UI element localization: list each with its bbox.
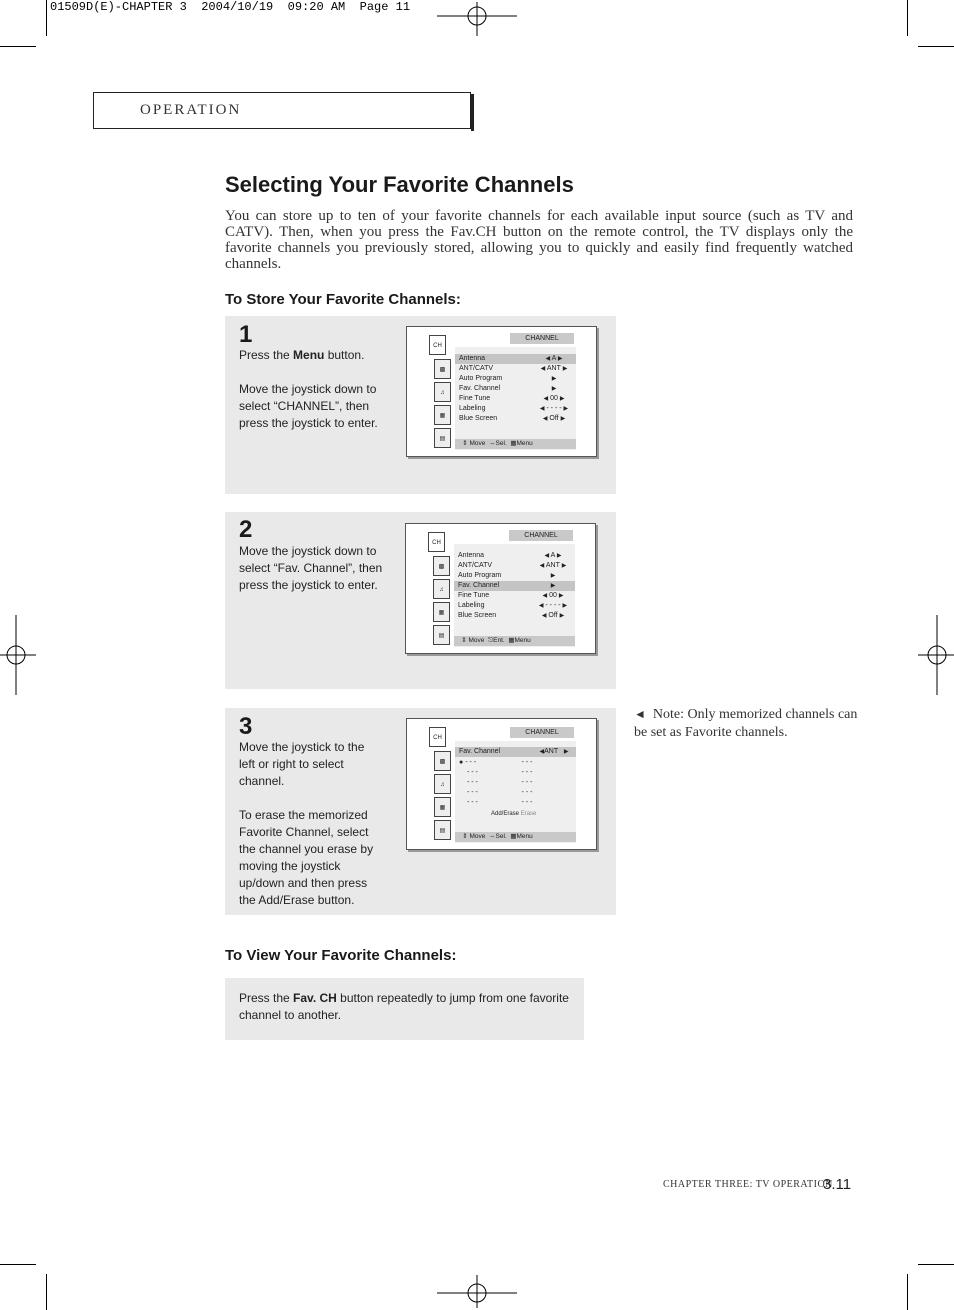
menu-footer: ⇕ Move ⎋Ent. ▦Menu [454,636,575,646]
menu-list [454,544,575,647]
menu-row-labeling: Labeling ◀ - - - - ▶ [458,602,568,609]
print-header: 01509D(E)-CHAPTER 3 2004/10/19 09:20 AM Page 11 [50,0,411,14]
setup-icon: ▦ [434,797,451,817]
menu-row-antenna: Antenna ◀ A ▶ [458,552,562,559]
fav-slot-row: - - - - - - [467,769,533,776]
channel-icon: CH [428,532,445,552]
menu-row-auto-program: Auto Program ▶ [458,572,556,579]
menu-icon-column [407,719,446,849]
step-1-menu-bold: Menu [293,348,325,362]
fav-slot-row: - - - - - - [467,799,533,806]
step-1-number: 1 [239,321,253,348]
fav-slot-row: - - - - - - [467,779,533,786]
step-3-number: 3 [239,713,253,740]
menu-row-ant-catv: ANT/CATV ◀ ANT ▶ [459,365,568,372]
note-arrow-icon: ◄ [634,707,646,721]
menu-title: CHANNEL [510,727,574,738]
menu-list [455,347,576,450]
section-label-shadow [471,94,474,131]
step-1-text-post: button. [324,348,365,362]
sound-icon: ♫ [434,774,451,794]
setup-icon: ▦ [433,602,450,622]
tv-menu-screen-3 [406,718,597,850]
step-3-text [239,739,382,909]
setup-icon: ▦ [434,405,451,425]
menu-icon-column [406,524,445,653]
step-2-text: Move the joystick down to select “Fav. Channel”, then press the joystick to enter. [239,544,383,592]
menu-footer: ⇕ Move ⇔Sel. ▦Menu [455,439,576,449]
step-2-number: 2 [239,516,253,543]
menu-row-fav-channel: Fav. Channel ▶ [459,385,557,392]
note [634,705,864,742]
fav-slot-row: - - - - - - [467,789,533,796]
menu-row-labeling: Labeling ◀ - - - - ▶ [459,405,569,412]
step-1-text-pre: Press the [239,348,294,362]
step-3-erase-instructions: To erase the memorized Favorite Channel, select the channel you erase by moving the joystick up/down and then press the Add/Erase button. [239,808,374,907]
fav-ch-bold: Fav. CH [293,991,337,1005]
step-3-instructions: Move the joystick to the left or right to select channel. [239,740,365,788]
intro-paragraph: You can store up to ten of your favorite channels for each available input source (such as TV and CATV). Then, when you press the Fav.CH button on the remote control, the TV displays only the favorite channels you previously stored, allowing you to quickly and easily find frequently watched channels. [225,208,853,272]
sound-icon: ♫ [433,579,450,599]
channel-icon: CH [429,727,446,747]
step-1-text [239,347,379,432]
tv-menu-screen-2 [405,523,596,654]
menu-footer: ⇕ Move ⇔Sel. ▦Menu [455,832,576,842]
menu-row-ant-catv: ANT/CATV ◀ ANT ▶ [458,562,567,569]
menu-row-antenna: Antenna ◀ A ▶ [455,354,576,364]
view-heading: To View Your Favorite Channels: [225,947,457,964]
menu-title: CHANNEL [509,530,573,541]
menu-row-fav-channel: Fav. Channel ▶ [454,581,575,591]
sound-icon: ♫ [434,382,451,402]
step-1-instructions: Move the joystick down to select “CHANNEL”, then press the joystick to enter. [239,382,378,430]
add-erase-hint: Add/Erase Erase [491,811,537,817]
page-title: Selecting Your Favorite Channels [225,172,574,197]
picture-icon: ▩ [434,359,451,379]
menu-icon-column [407,327,446,456]
picture-icon: ▩ [434,751,451,771]
menu-row-blue-screen: Blue Screen ◀ Off ▶ [458,612,565,619]
input-icon: ▤ [434,820,451,840]
page-number: 3.11 [823,1176,852,1193]
fav-slot-row: ● - - - - - - [459,759,533,766]
input-icon: ▤ [434,428,451,448]
picture-icon: ▩ [433,556,450,576]
menu-title: CHANNEL [510,333,574,344]
menu-row-fine-tune: Fine Tune ◀ 00 ▶ [459,395,565,402]
menu-row-auto-program: Auto Program ▶ [459,375,557,382]
view-text: Press the Fav. CH button repeatedly to jump from one favorite channel to another. [239,991,569,1022]
fav-channel-list [455,741,576,843]
tv-menu-screen-1 [406,326,597,457]
section-label: OPERATION [140,102,242,118]
input-icon: ▤ [433,625,450,645]
store-heading: To Store Your Favorite Channels: [225,291,461,308]
chapter-footer: CHAPTER THREE: TV OPERATION [663,1179,833,1190]
channel-icon: CH [429,335,446,355]
fav-channel-row: Fav. Channel ◀ANT ▶ [455,747,576,757]
menu-row-blue-screen: Blue Screen ◀ Off ▶ [459,415,566,422]
note-text: Note: Only memorized channels can be set as Favorite channels. [634,707,858,740]
menu-row-fine-tune: Fine Tune ◀ 00 ▶ [458,592,564,599]
